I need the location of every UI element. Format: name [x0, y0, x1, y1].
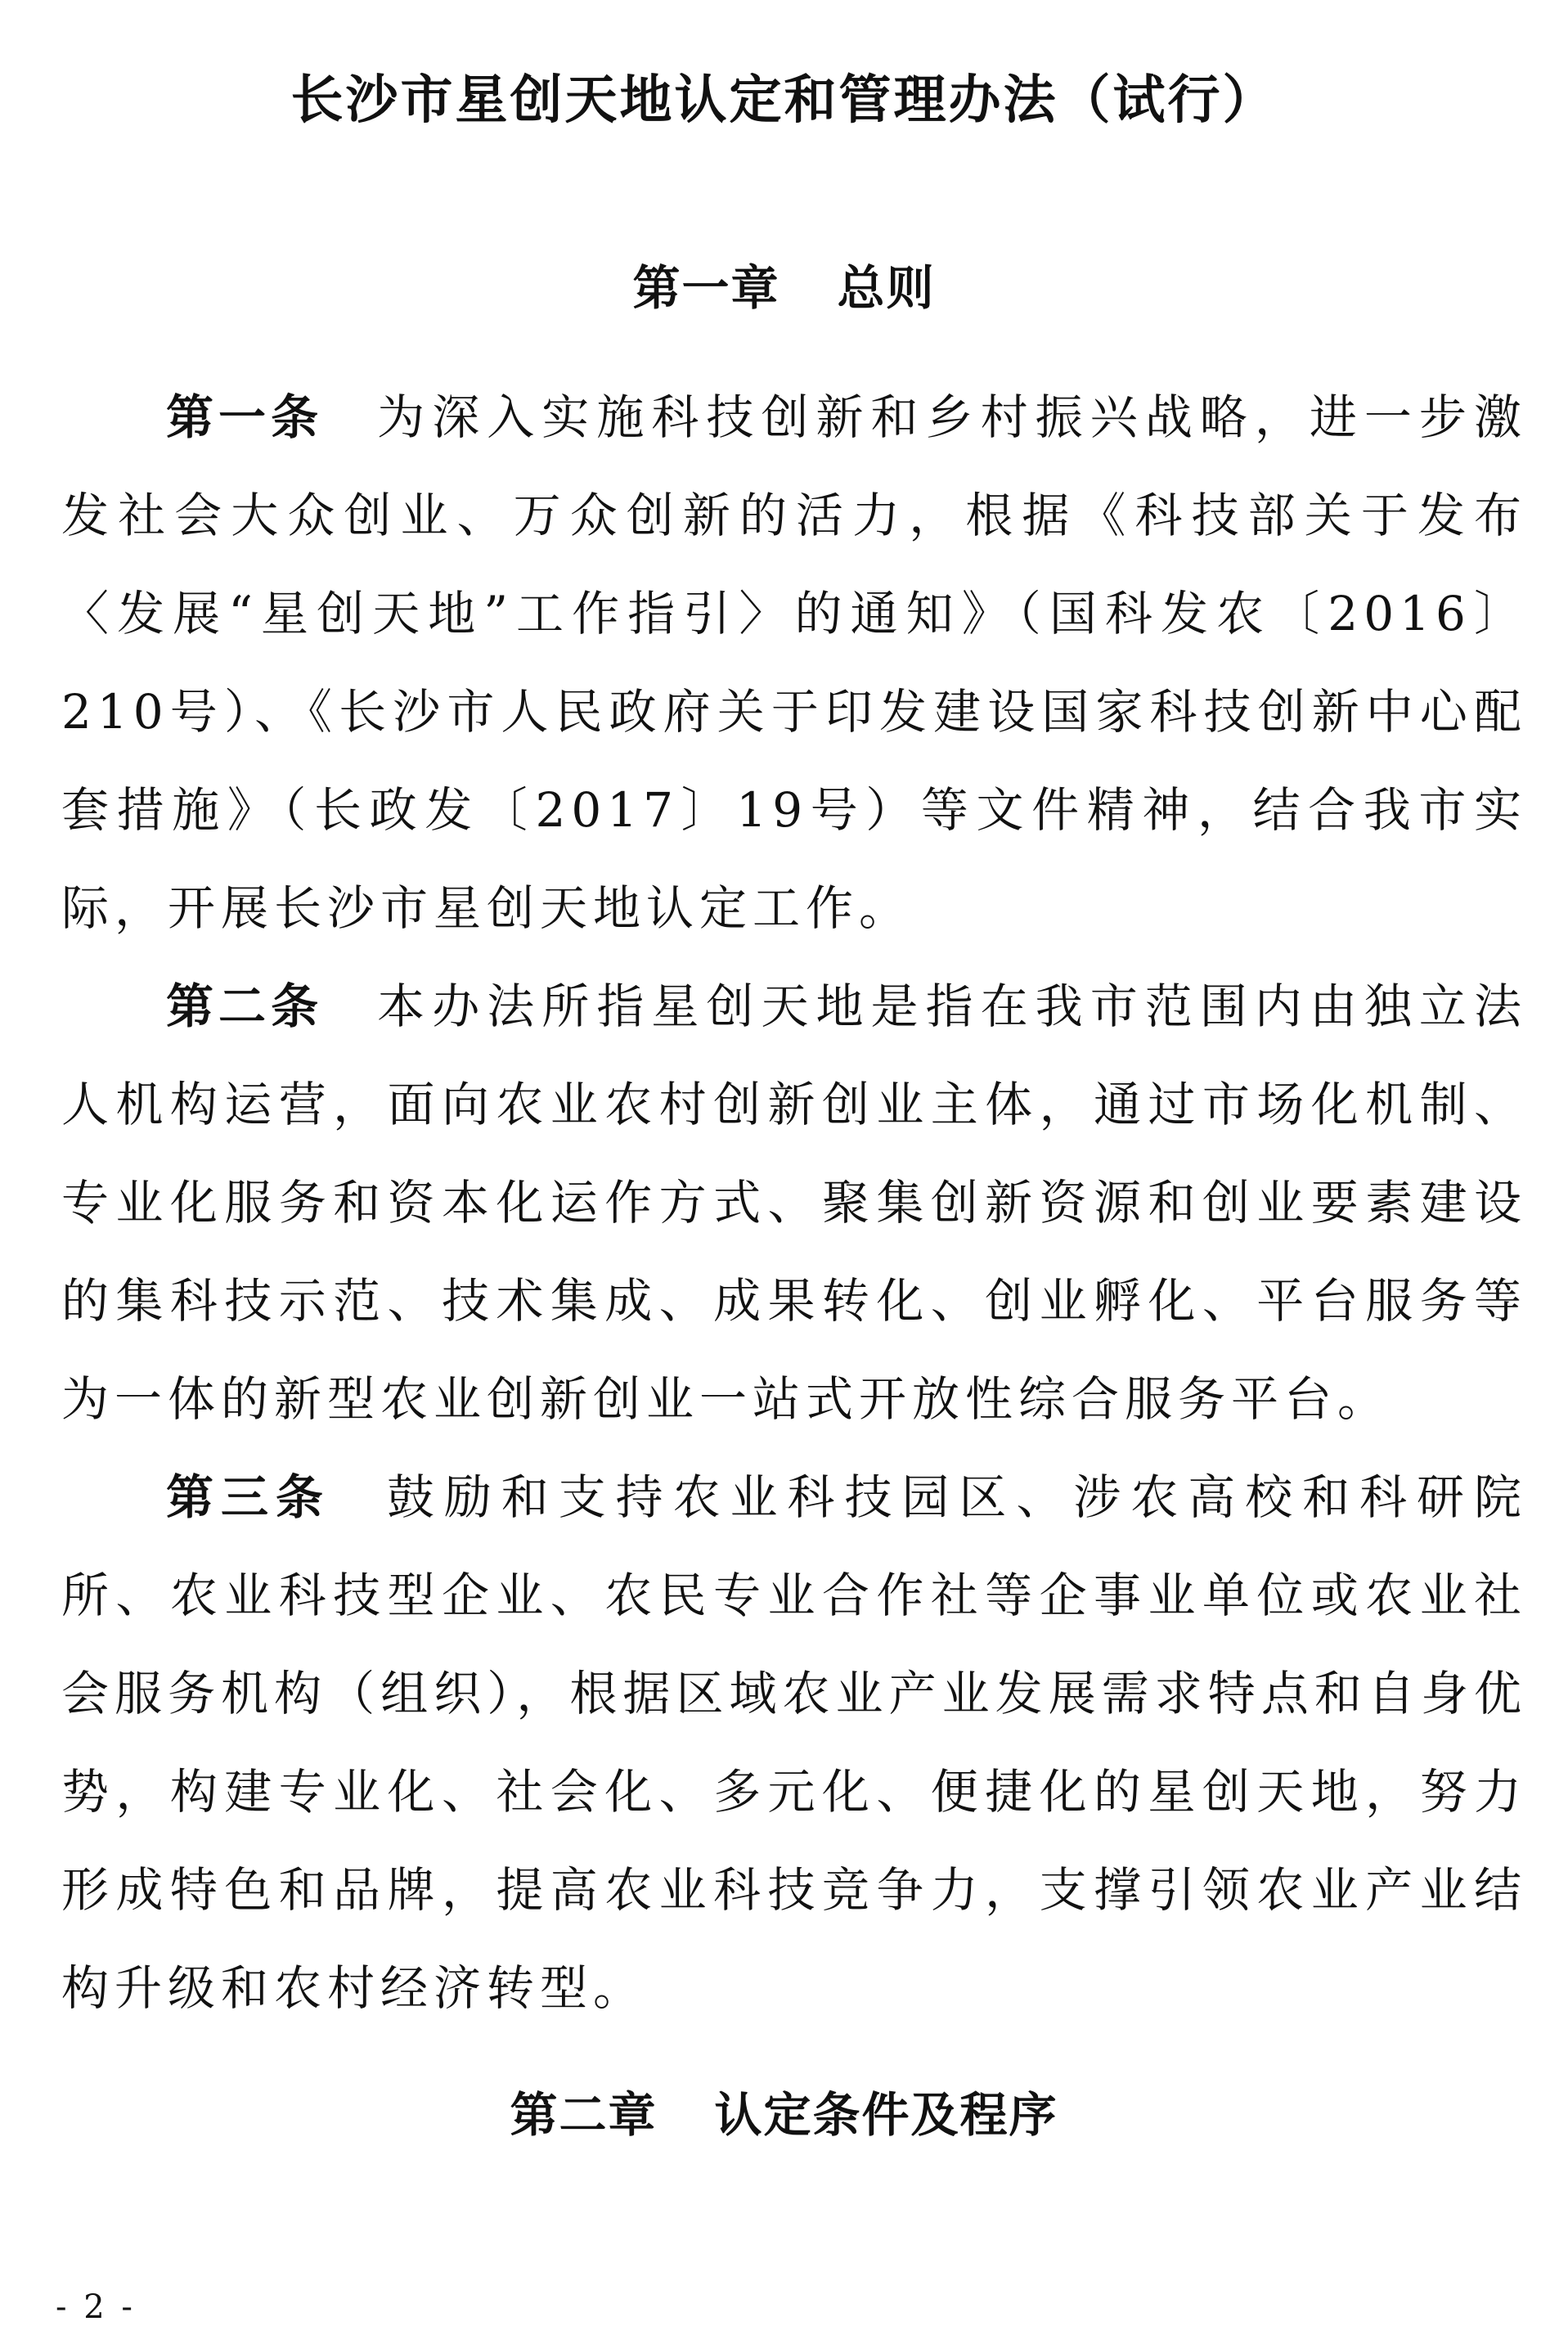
article-text: 为深入实施科技创新和乡村振兴战略，进一步激发社会大众创业、万众创新的活力，根据《科技部关于发布〈发展“星创天地”工作指引〉的通知》（国科发农〔2016〕210号）、《长沙市人民政府关于印发建设国家科技创新中心配套措施》（长政发〔2017〕19号）等文件精神，结合我市实际，开展长沙市星创天地认定工作。	[61, 389, 1527, 936]
chapter-heading-2	[0, 2082, 1568, 2148]
chapter-number: 第一章	[632, 260, 780, 316]
chapter-name: 认定条件及程序	[714, 2087, 1058, 2143]
article-2	[61, 957, 1527, 1448]
chapter-name: 总则	[837, 260, 936, 316]
chapter-heading-1	[0, 255, 1568, 321]
article-1	[61, 368, 1527, 957]
article-text: 鼓励和支持农业科技园区、涉农高校和科研院所、农业科技型企业、农民专业合作社等企事业单位或农业社会服务机构（组织），根据区域农业产业发展需求特点和自身优势，构建专业化、社会化、多元化、便捷化的星创天地，努力形成特色和品牌，提高农业科技竞争力，支撑引领农业产业结构升级和农村经济转型。	[61, 1469, 1527, 2016]
chapter-number: 第二章	[510, 2087, 658, 2143]
article-label: 第一条	[166, 389, 324, 445]
article-label: 第二条	[166, 979, 324, 1034]
article-label: 第三条	[166, 1469, 330, 1525]
article-3	[61, 1448, 1527, 2037]
article-text: 本办法所指星创天地是指在我市范围内由独立法人机构运营，面向农业农村创新创业主体，通过市场化机制、专业化服务和资本化运作方式、聚集创新资源和创业要素建设的集科技示范、技术集成、成果转化、创业孵化、平台服务等为一体的新型农业创新创业一站式开放性综合服务平台。	[61, 979, 1527, 1427]
page-number: - 2 -	[56, 2288, 136, 2326]
document-title: 长沙市星创天地认定和管理办法（试行）	[290, 70, 1278, 131]
